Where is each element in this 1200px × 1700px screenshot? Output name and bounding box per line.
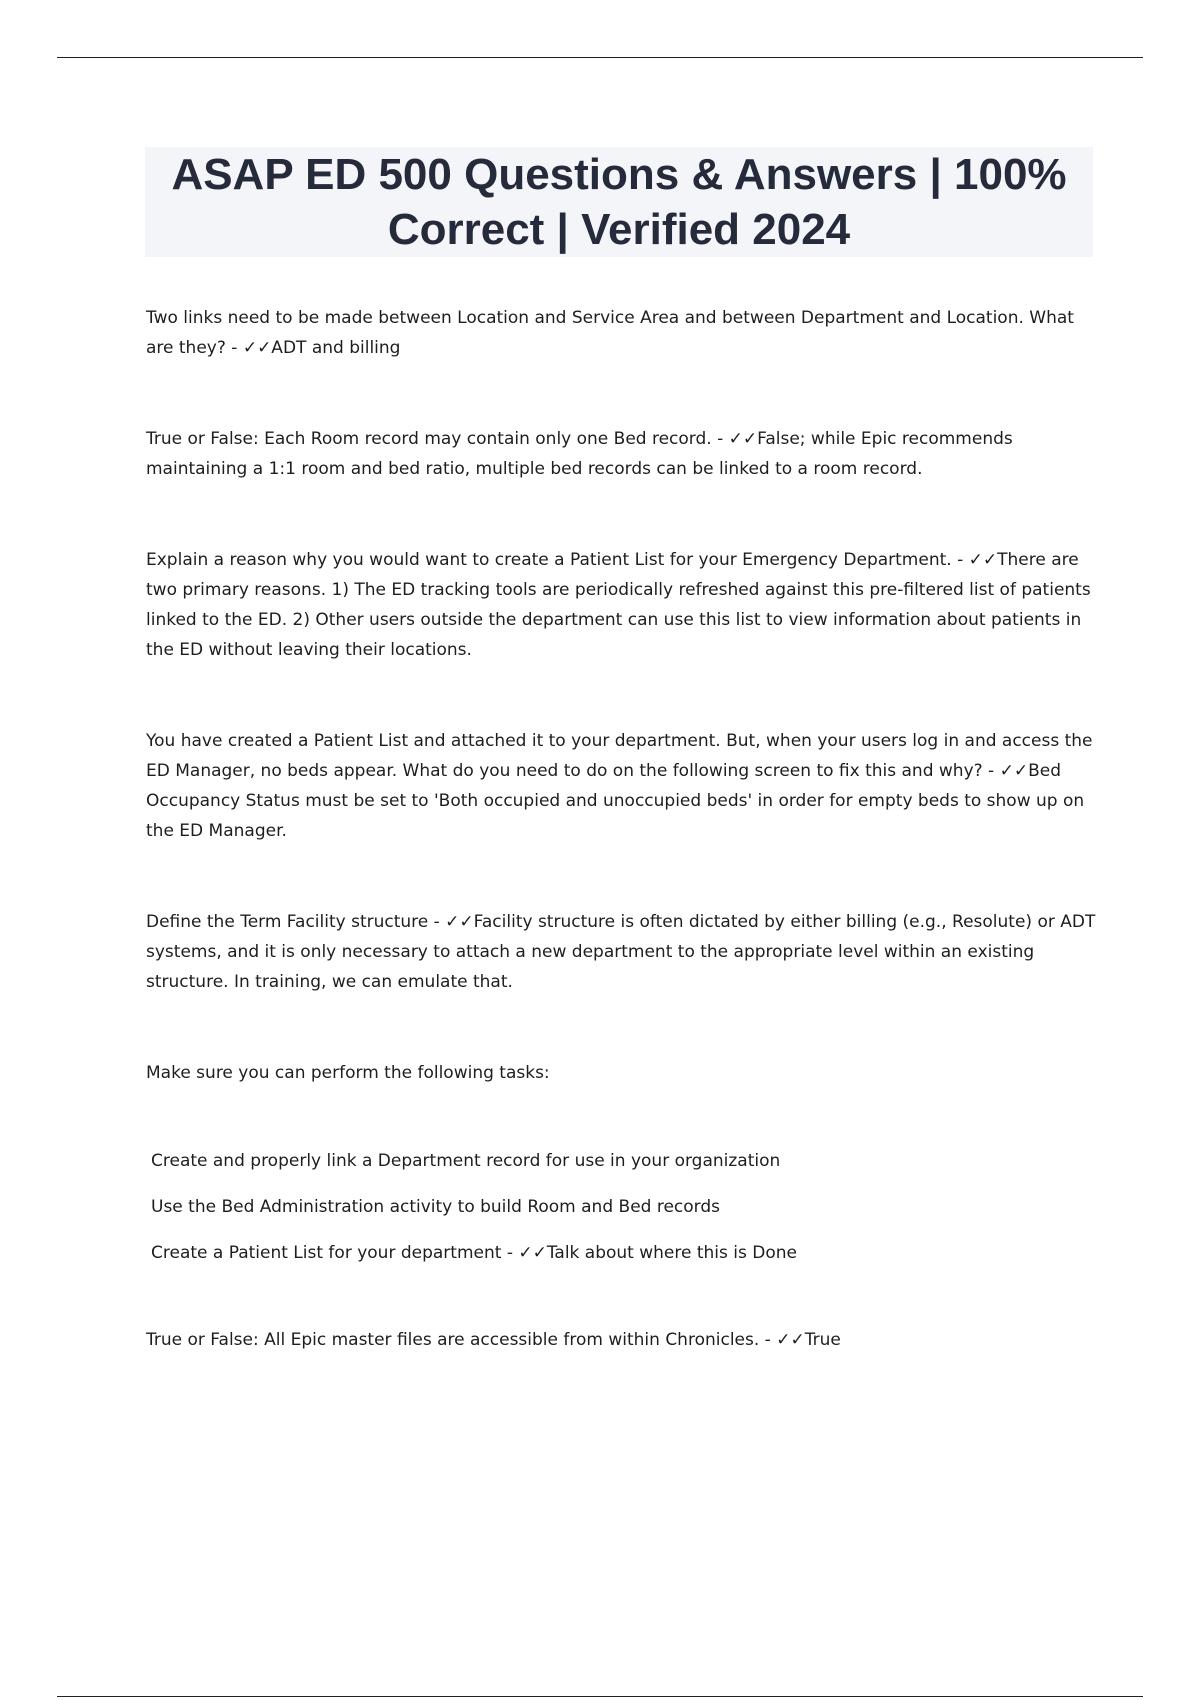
tasks-intro: Make sure you can perform the following tasks: bbox=[146, 1063, 550, 1083]
qa-item: True or False: All Epic master files are accessible from within Chronicles. - ✓✓True bbox=[146, 1330, 841, 1350]
qa-item: Explain a reason why you would want to create a Patient List for your Emergency Department. - ✓✓There are two primary reasons. 1) The ED tracking tools are periodically refreshed against this pre-filtered list of patients linked to the ED. 2) Other users outside the department can use this list to view information about patients in the ED without leaving their locations. bbox=[146, 550, 1091, 660]
qa-item: You have created a Patient List and attached it to your department. But, when your users log in and access the ED Manager, no beds appear. What do you need to do on the following screen to fix this and why? - ✓✓Bed Occupancy Status must be set to 'Both occupied and unoccupied beds' in order for empty beds to show up on the ED Manager. bbox=[146, 731, 1093, 841]
task-item: Create and properly link a Department record for use in your organization bbox=[151, 1151, 781, 1171]
bottom-rule bbox=[57, 1696, 1143, 1697]
qa-item: True or False: Each Room record may contain only one Bed record. - ✓✓False; while Epic recommends maintaining a 1:1 room and bed ratio, multiple bed records can be linked to a room record. bbox=[146, 429, 1013, 479]
title-banner bbox=[145, 147, 1093, 257]
task-item: Create a Patient List for your department - ✓✓Talk about where this is Done bbox=[151, 1243, 797, 1263]
document-title: ASAP ED 500 Questions & Answers | 100% Correct | Verified 2024 bbox=[171, 150, 1067, 254]
document-body bbox=[146, 303, 1096, 1416]
top-rule bbox=[57, 57, 1143, 58]
task-list bbox=[146, 1146, 1096, 1268]
qa-item: Define the Term Facility structure - ✓✓Facility structure is often dictated by either billing (e.g., Resolute) or ADT systems, and it is only necessary to attach a new department to the appropriate level within an existing structure. In training, we can emulate that. bbox=[146, 912, 1096, 992]
qa-item: Two links need to be made between Location and Service Area and between Department and Location. What are they? - ✓✓ADT and billing bbox=[146, 308, 1074, 358]
task-item: Use the Bed Administration activity to build Room and Bed records bbox=[151, 1197, 721, 1217]
